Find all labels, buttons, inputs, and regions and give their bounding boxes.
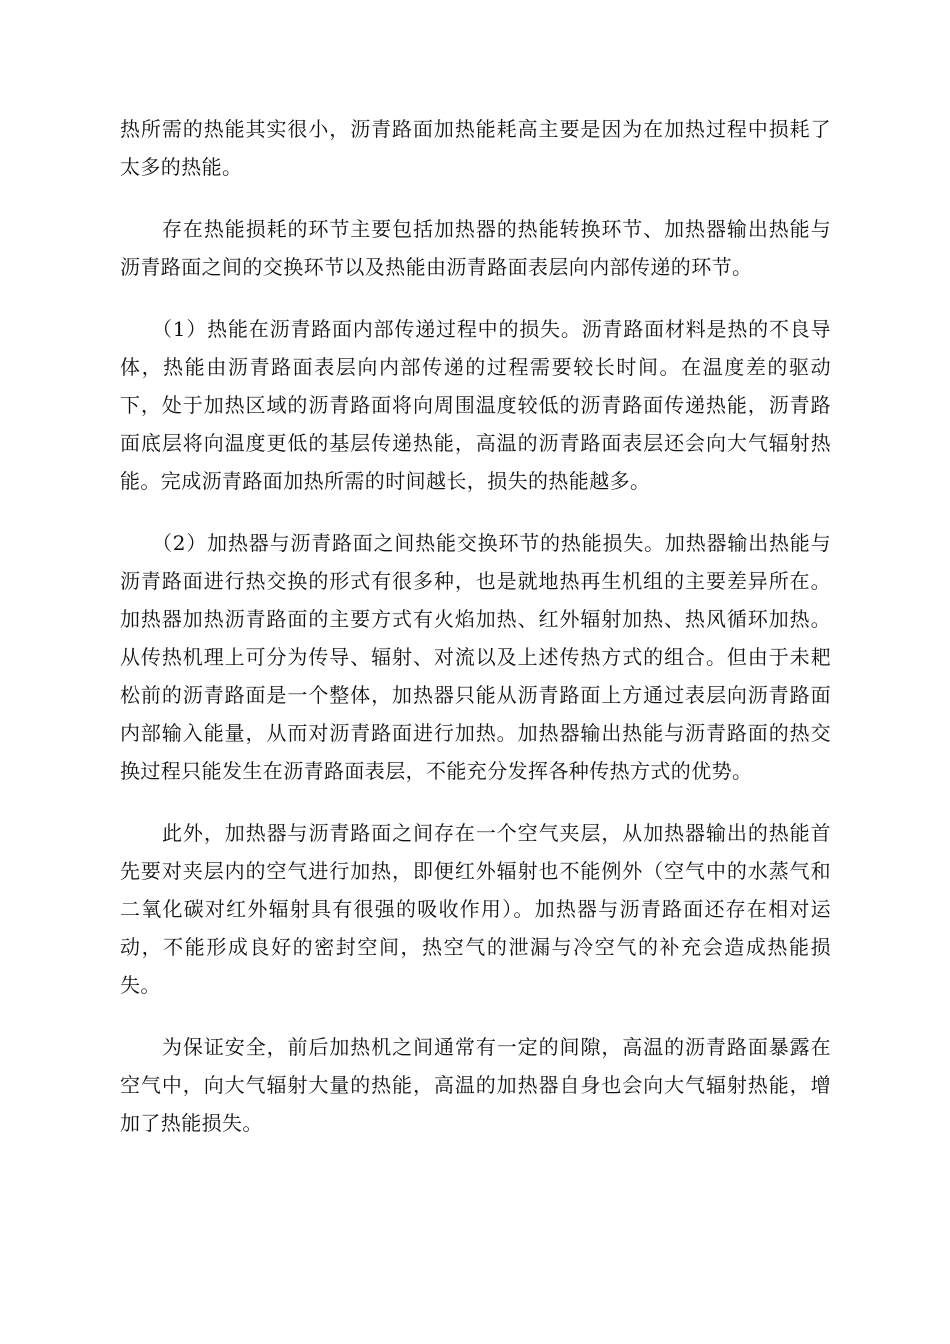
paragraph-air-layer: 此外，加热器与沥青路面之间存在一个空气夹层，从加热器输出的热能首先要对夹层内的空气进行加热，即便红外辐射也不能例外（空气中的水蒸气和二氧化碳对红外辐射具有很强的吸收作用）。加热器与沥青路面还存在相对运动，不能形成良好的密封空间，热空气的泄漏与冷空气的补充会造成热能损失。 bbox=[120, 821, 831, 997]
paragraph-continuation: 热所需的热能其实很小，沥青路面加热能耗高主要是因为在加热过程中损耗了太多的热能。 bbox=[120, 117, 831, 179]
paragraph-heat-exchange-loss: （2）加热器与沥青路面之间热能交换环节的热能损失。加热器输出热能与沥青路面进行热交换的形式有很多种，也是就地热再生机组的主要差异所在。加热器加热沥青路面的主要方式有火焰加热、红外辐射加热、热风循环加热。从传热机理上可分为传导、辐射、对流以及上述传热方式的组合。但由于未耙松前的沥青路面是一个整体，加热器只能从沥青路面上方通过表层向沥青路面内部输入能量，从而对沥青路面进行加热。加热器输出热能与沥青路面的热交换过程只能发生在沥青路面表层，不能充分发挥各种传热方式的优势。 bbox=[120, 531, 831, 783]
paragraph-gap-loss: 为保证安全，前后加热机之间通常有一定的间隙，高温的沥青路面暴露在空气中，向大气辐射大量的热能，高温的加热器自身也会向大气辐射热能，增加了热能损失。 bbox=[120, 1035, 831, 1135]
paragraph-loss-stages: 存在热能损耗的环节主要包括加热器的热能转换环节、加热器输出热能与沥青路面之间的交换环节以及热能由沥青路面表层向内部传递的环节。 bbox=[120, 217, 831, 279]
document-page bbox=[120, 110, 831, 1166]
paragraph-internal-transfer-loss: （1）热能在沥青路面内部传递过程中的损失。沥青路面材料是热的不良导体，热能由沥青路面表层向内部传递的过程需要较长时间。在温度差的驱动下，处于加热区域的沥青路面将向周围温度较低的沥青路面传递热能，沥青路面底层将向温度更低的基层传递热能，高温的沥青路面表层还会向大气辐射热能。完成沥青路面加热所需的时间越长，损失的热能越多。 bbox=[120, 317, 831, 493]
